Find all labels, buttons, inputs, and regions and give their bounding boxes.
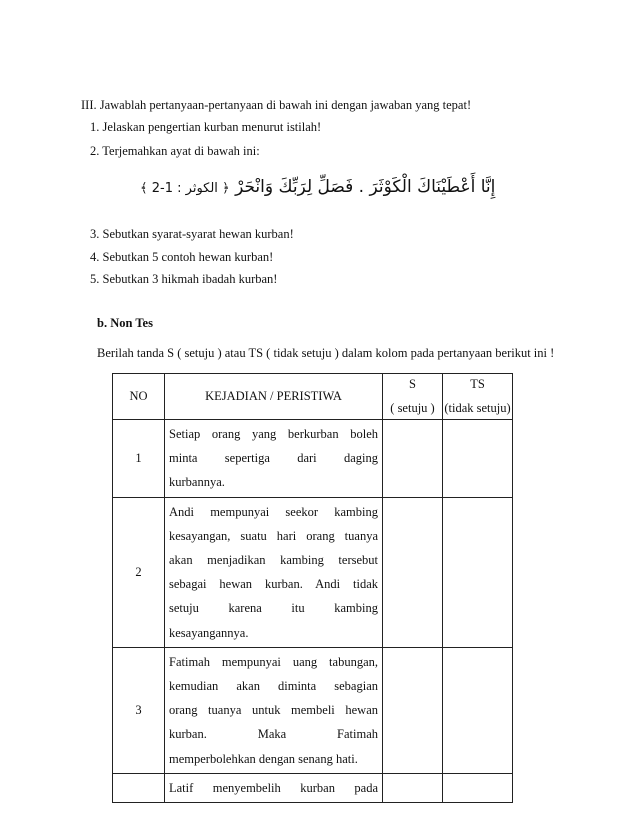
row-line: akan menjadikan kambing tersebut [169, 553, 378, 568]
s-answer-cell[interactable] [383, 420, 443, 498]
header-ts [443, 374, 513, 420]
header-event: KEJADIAN / PERISTIWA [165, 374, 383, 420]
row-line: orang tuanya untuk membeli hewan [169, 703, 378, 718]
row-line: kesayangannya. [169, 625, 249, 640]
nontes-instruction: Berilah tanda S ( setuju ) atau TS ( tidak setuju ) dalam kolom pada pertanyaan berikut ini ! [97, 346, 555, 360]
s-answer-cell[interactable] [383, 647, 443, 773]
question-5: 5. Sebutkan 3 hikmah ibadah kurban! [90, 272, 278, 286]
row-line: Setiap orang yang berkurban boleh [169, 427, 378, 441]
row-number [113, 773, 165, 802]
ts-answer-cell[interactable] [443, 773, 513, 802]
row-line: memperbolehkan dengan senang hati. [169, 751, 358, 766]
ts-answer-cell[interactable] [443, 647, 513, 773]
question-1: 1. Jelaskan pengertian kurban menurut istilah! [90, 120, 322, 134]
table-row [113, 647, 513, 773]
ts-answer-cell[interactable] [443, 497, 513, 647]
row-description [165, 647, 383, 773]
verse-reference: ﴿ الكوثر : 1-2 ﴾ [140, 181, 230, 196]
header-s-sub: ( setuju ) [390, 401, 435, 415]
survey-table [112, 373, 513, 803]
table-row [113, 420, 513, 498]
table-row [113, 497, 513, 647]
ts-answer-cell[interactable] [443, 420, 513, 498]
header-no: NO [113, 374, 165, 420]
verse-text: إِنَّا أَعْطَيْنَاكَ الْكَوْثَرَ . فَصَلِّ لِرَبِّكَ وَانْحَرْ [235, 177, 496, 197]
header-s-label: S [409, 377, 416, 391]
row-line: setuju karena itu kambing [169, 601, 378, 616]
s-answer-cell[interactable] [383, 773, 443, 802]
s-answer-cell[interactable] [383, 497, 443, 647]
question-4: 4. Sebutkan 5 contoh hewan kurban! [90, 250, 274, 264]
row-number: 1 [113, 420, 165, 498]
row-line: kurbannya. [169, 475, 225, 490]
row-line: sebagai hewan kurban. Andi tidak [169, 577, 378, 592]
table-header-row [113, 374, 513, 420]
row-line: kesayangan, suatu hari orang tuanya [169, 528, 378, 543]
row-line: kurban. Maka Fatimah [169, 727, 378, 742]
row-number: 3 [113, 647, 165, 773]
row-line: Andi mempunyai seekor kambing [169, 504, 378, 519]
row-description [165, 497, 383, 647]
row-line: kemudian akan diminta sebagian [169, 679, 378, 694]
quran-verse [140, 172, 510, 202]
row-description [165, 773, 383, 802]
nontes-heading: b. Non Tes [97, 316, 153, 330]
question-2: 2. Terjemahkan ayat di bawah ini: [90, 144, 260, 158]
header-s [383, 374, 443, 420]
row-line: Fatimah mempunyai uang tabungan, [169, 654, 378, 669]
row-description [165, 420, 383, 498]
header-ts-sub: (tidak setuju) [444, 401, 511, 415]
header-ts-label: TS [470, 377, 485, 391]
row-number: 2 [113, 497, 165, 647]
question-3: 3. Sebutkan syarat-syarat hewan kurban! [90, 227, 294, 241]
row-line: minta sepertiga dari daging [169, 451, 378, 466]
row-line: Latif menyembelih kurban pada [169, 780, 378, 795]
table-row [113, 773, 513, 802]
section-3-heading: III. Jawablah pertanyaan-pertanyaan di bawah ini dengan jawaban yang tepat! [81, 98, 472, 112]
